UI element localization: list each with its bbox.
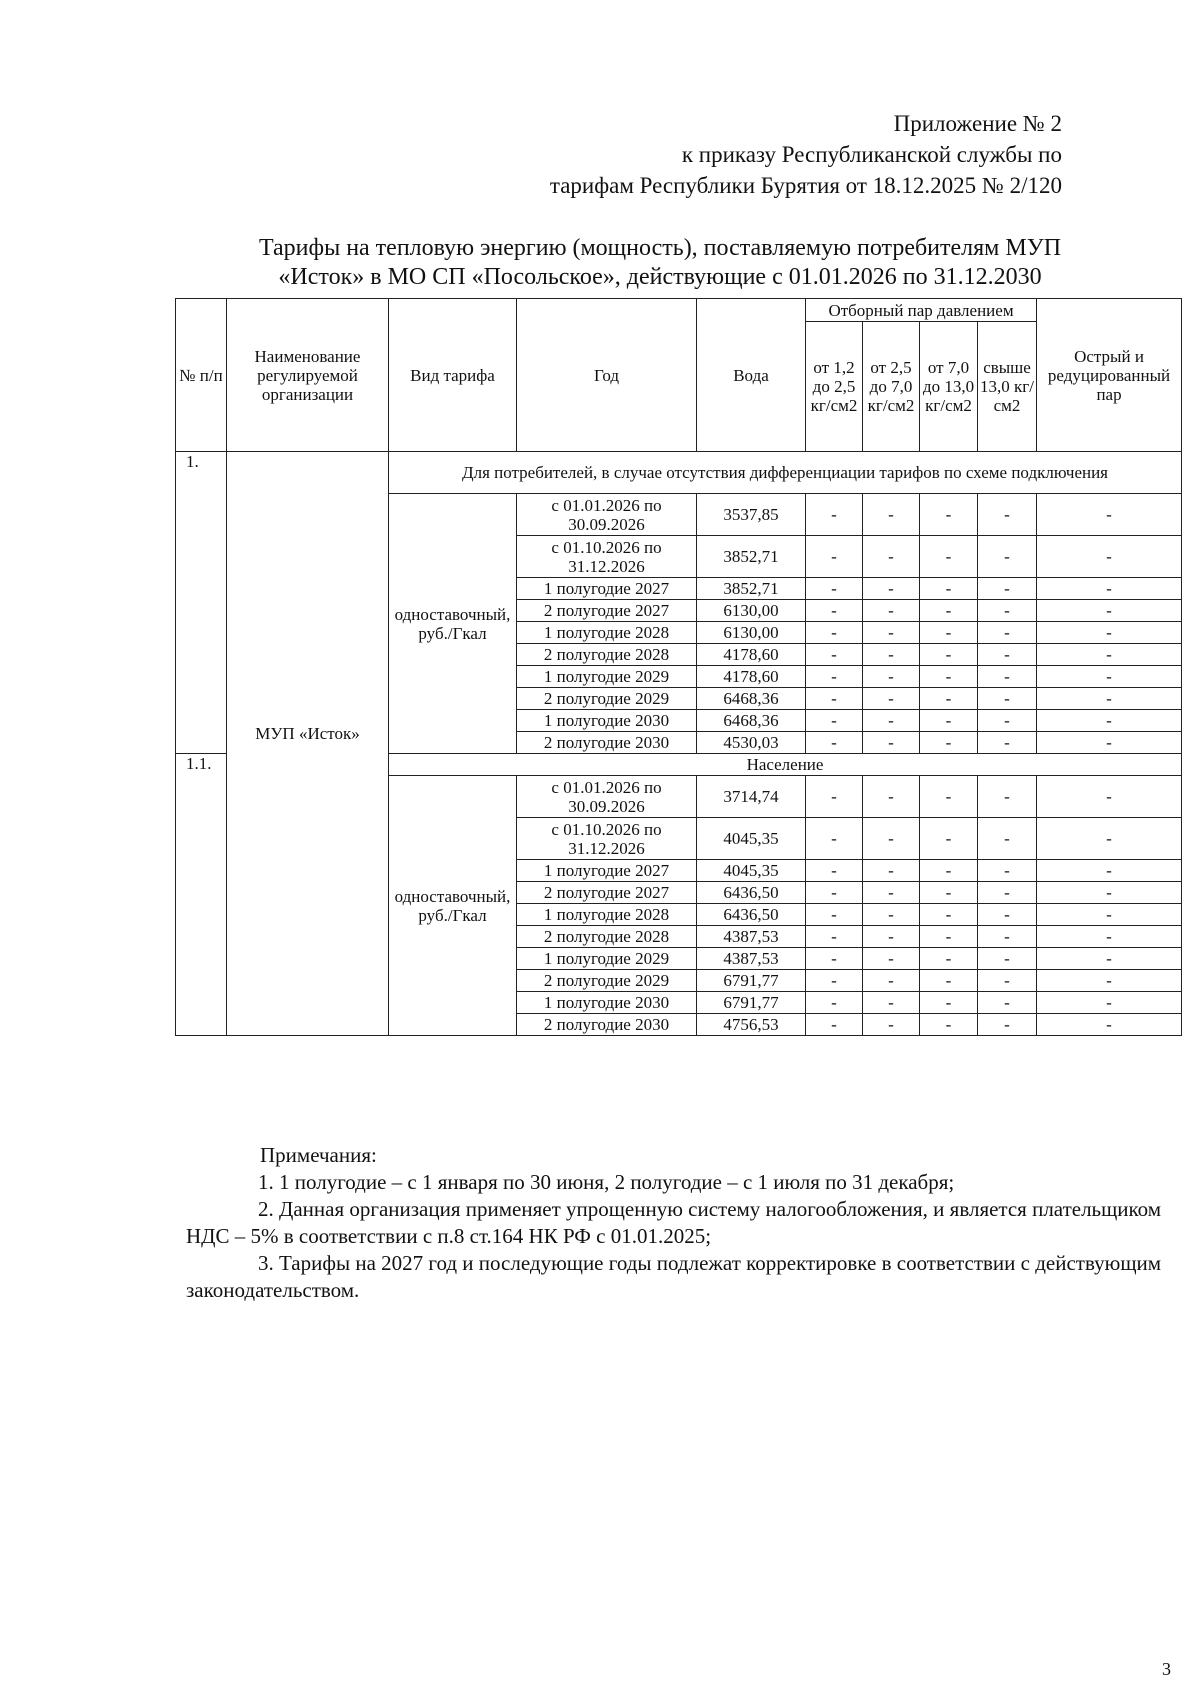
empty-value-dash: - [920,688,978,710]
empty-value-dash: - [978,904,1037,926]
title-line-2: «Исток» в МО СП «Посольское», действующие с 01.01.2026 по 31.12.2030 [278,264,1042,290]
water-value: 6791,77 [697,970,806,992]
empty-value-dash: - [806,710,863,732]
period-cell: с 01.01.2026 по 30.09.2026 [517,776,697,818]
empty-value-dash: - [863,494,920,536]
water-value: 6436,50 [697,904,806,926]
water-value: 6468,36 [697,710,806,732]
empty-value-dash: - [978,882,1037,904]
empty-value-dash: - [978,600,1037,622]
empty-value-dash: - [863,992,920,1014]
water-value: 6436,50 [697,882,806,904]
empty-value-dash: - [978,1014,1037,1036]
note-3: 3. Тарифы на 2027 год и последующие годы подлежат корректировке в соответствии с действующим законодательством. [186,1251,1162,1302]
empty-value-dash: - [920,578,978,600]
empty-value-dash: - [920,904,978,926]
empty-value-dash: - [806,644,863,666]
appendix-header [550,108,1062,201]
empty-value-dash: - [978,494,1037,536]
empty-value-dash: - [1037,860,1182,882]
note-2: 2. Данная организация применяет упрощенную систему налогообложения, и является плательщиком НДС – 5% в соответствии с п.8 ст.164 НК РФ с 01.01.2025; [186,1197,1162,1248]
empty-value-dash: - [920,776,978,818]
empty-value-dash: - [863,536,920,578]
empty-value-dash: - [806,494,863,536]
header-sharp-steam: Острый и редуцированный пар [1037,299,1182,452]
empty-value-dash: - [863,644,920,666]
empty-value-dash: - [863,818,920,860]
empty-value-dash: - [920,666,978,688]
header-tariff-type: Вид тарифа [389,299,517,452]
period-cell: 2 полугодие 2029 [517,970,697,992]
empty-value-dash: - [863,860,920,882]
water-value: 3714,74 [697,776,806,818]
empty-value-dash: - [920,1014,978,1036]
empty-value-dash: - [920,536,978,578]
empty-value-dash: - [1037,688,1182,710]
empty-value-dash: - [920,948,978,970]
page-number: 3 [1162,1659,1171,1679]
empty-value-dash: - [1037,776,1182,818]
period-cell: 1 полугодие 2029 [517,948,697,970]
empty-value-dash: - [863,732,920,754]
period-cell: 1 полугодие 2028 [517,622,697,644]
empty-value-dash: - [978,536,1037,578]
header-num: № п/п [176,299,227,452]
header-steam-3: от 7,0 до 13,0 кг/см2 [920,322,978,452]
empty-value-dash: - [978,666,1037,688]
empty-value-dash: - [920,818,978,860]
header-steam-1: от 1,2 до 2,5 кг/см2 [806,322,863,452]
empty-value-dash: - [978,818,1037,860]
empty-value-dash: - [978,578,1037,600]
empty-value-dash: - [978,970,1037,992]
empty-value-dash: - [978,644,1037,666]
period-cell: 2 полугодие 2027 [517,600,697,622]
document-title [230,234,1090,292]
empty-value-dash: - [920,992,978,1014]
empty-value-dash: - [920,600,978,622]
empty-value-dash: - [920,732,978,754]
water-value: 6130,00 [697,622,806,644]
period-cell: с 01.10.2026 по 31.12.2026 [517,536,697,578]
empty-value-dash: - [920,494,978,536]
water-value: 3852,71 [697,578,806,600]
water-value: 4756,53 [697,1014,806,1036]
header-steam-4: свыше 13,0 кг/см2 [978,322,1037,452]
empty-value-dash: - [978,710,1037,732]
empty-value-dash: - [920,860,978,882]
empty-value-dash: - [806,904,863,926]
section-label: Население [389,754,1182,776]
header-row-1 [176,299,1182,322]
empty-value-dash: - [920,710,978,732]
empty-value-dash: - [863,948,920,970]
empty-value-dash: - [806,860,863,882]
empty-value-dash: - [1037,948,1182,970]
water-value: 4530,03 [697,732,806,754]
title-line-1: Тарифы на тепловую энергию (мощность), поставляемую потребителям МУП [258,235,1062,261]
period-cell: 1 полугодие 2030 [517,710,697,732]
period-cell: 1 полугодие 2029 [517,666,697,688]
appendix-line-2: к приказу Республиканской службы по [681,142,1062,167]
water-value: 4045,35 [697,860,806,882]
appendix-line-1: Приложение № 2 [893,111,1062,136]
empty-value-dash: - [1037,904,1182,926]
empty-value-dash: - [1037,992,1182,1014]
water-value: 6130,00 [697,600,806,622]
empty-value-dash: - [920,882,978,904]
empty-value-dash: - [863,666,920,688]
empty-value-dash: - [920,644,978,666]
empty-value-dash: - [978,860,1037,882]
empty-value-dash: - [806,970,863,992]
empty-value-dash: - [806,818,863,860]
empty-value-dash: - [1037,732,1182,754]
water-value: 6791,77 [697,992,806,1014]
empty-value-dash: - [978,948,1037,970]
empty-value-dash: - [806,948,863,970]
empty-value-dash: - [806,666,863,688]
empty-value-dash: - [806,882,863,904]
empty-value-dash: - [978,992,1037,1014]
period-cell: 2 полугодие 2029 [517,688,697,710]
header-steam-group: Отборный пар давлением [806,299,1037,322]
water-value: 4045,35 [697,818,806,860]
empty-value-dash: - [863,926,920,948]
empty-value-dash: - [806,1014,863,1036]
period-cell: 1 полугодие 2027 [517,578,697,600]
notes-heading: Примечания: [260,1143,377,1167]
empty-value-dash: - [920,622,978,644]
period-cell: 2 полугодие 2030 [517,1014,697,1036]
empty-value-dash: - [806,578,863,600]
tariff-type: одноставочный, руб./Гкал [389,494,517,754]
section-num: 1.1. [176,754,227,1036]
header-year: Год [517,299,697,452]
empty-value-dash: - [863,970,920,992]
empty-value-dash: - [806,732,863,754]
empty-value-dash: - [978,688,1037,710]
water-value: 4178,60 [697,644,806,666]
empty-value-dash: - [806,536,863,578]
notes [186,1142,1176,1304]
water-value: 3537,85 [697,494,806,536]
empty-value-dash: - [863,710,920,732]
empty-value-dash: - [978,776,1037,818]
period-cell: 1 полугодие 2028 [517,904,697,926]
tariff-table [175,298,1182,1036]
period-cell: 2 полугодие 2030 [517,732,697,754]
section-row [176,452,1182,494]
empty-value-dash: - [1037,644,1182,666]
section-num: 1. [176,452,227,754]
tariff-type: одноставочный, руб./Гкал [389,776,517,1036]
empty-value-dash: - [863,688,920,710]
period-cell: 2 полугодие 2028 [517,926,697,948]
empty-value-dash: - [863,776,920,818]
empty-value-dash: - [1037,578,1182,600]
empty-value-dash: - [1037,666,1182,688]
period-cell: с 01.01.2026 по 30.09.2026 [517,494,697,536]
empty-value-dash: - [920,970,978,992]
empty-value-dash: - [863,904,920,926]
empty-value-dash: - [1037,710,1182,732]
empty-value-dash: - [806,600,863,622]
water-value: 4178,60 [697,666,806,688]
water-value: 6468,36 [697,688,806,710]
empty-value-dash: - [806,688,863,710]
period-cell: 2 полугодие 2027 [517,882,697,904]
empty-value-dash: - [978,622,1037,644]
empty-value-dash: - [863,1014,920,1036]
empty-value-dash: - [920,926,978,948]
period-cell: 1 полугодие 2027 [517,860,697,882]
empty-value-dash: - [978,732,1037,754]
header-water: Вода [697,299,806,452]
water-value: 3852,71 [697,536,806,578]
empty-value-dash: - [806,992,863,1014]
empty-value-dash: - [863,578,920,600]
empty-value-dash: - [1037,818,1182,860]
header-org: Наименование регулируемой организации [227,299,389,452]
empty-value-dash: - [1037,970,1182,992]
period-cell: 2 полугодие 2028 [517,644,697,666]
org-name: МУП «Исток» [227,452,389,1036]
section-label: Для потребителей, в случае отсутствия дифференциации тарифов по схеме подключения [389,452,1182,494]
note-1: 1. 1 полугодие – с 1 января по 30 июня, 2 полугодие – с 1 июля по 31 декабря; [258,1170,955,1194]
empty-value-dash: - [806,926,863,948]
empty-value-dash: - [1037,882,1182,904]
empty-value-dash: - [1037,536,1182,578]
appendix-line-3: тарифам Республики Бурятия от 18.12.2025 № 2/120 [549,173,1062,198]
period-cell: с 01.10.2026 по 31.12.2026 [517,818,697,860]
empty-value-dash: - [978,926,1037,948]
empty-value-dash: - [1037,926,1182,948]
empty-value-dash: - [806,622,863,644]
empty-value-dash: - [1037,494,1182,536]
empty-value-dash: - [1037,1014,1182,1036]
empty-value-dash: - [863,600,920,622]
water-value: 4387,53 [697,948,806,970]
header-steam-2: от 2,5 до 7,0 кг/см2 [863,322,920,452]
water-value: 4387,53 [697,926,806,948]
empty-value-dash: - [806,776,863,818]
empty-value-dash: - [1037,600,1182,622]
period-cell: 1 полугодие 2030 [517,992,697,1014]
empty-value-dash: - [863,882,920,904]
empty-value-dash: - [863,622,920,644]
empty-value-dash: - [1037,622,1182,644]
